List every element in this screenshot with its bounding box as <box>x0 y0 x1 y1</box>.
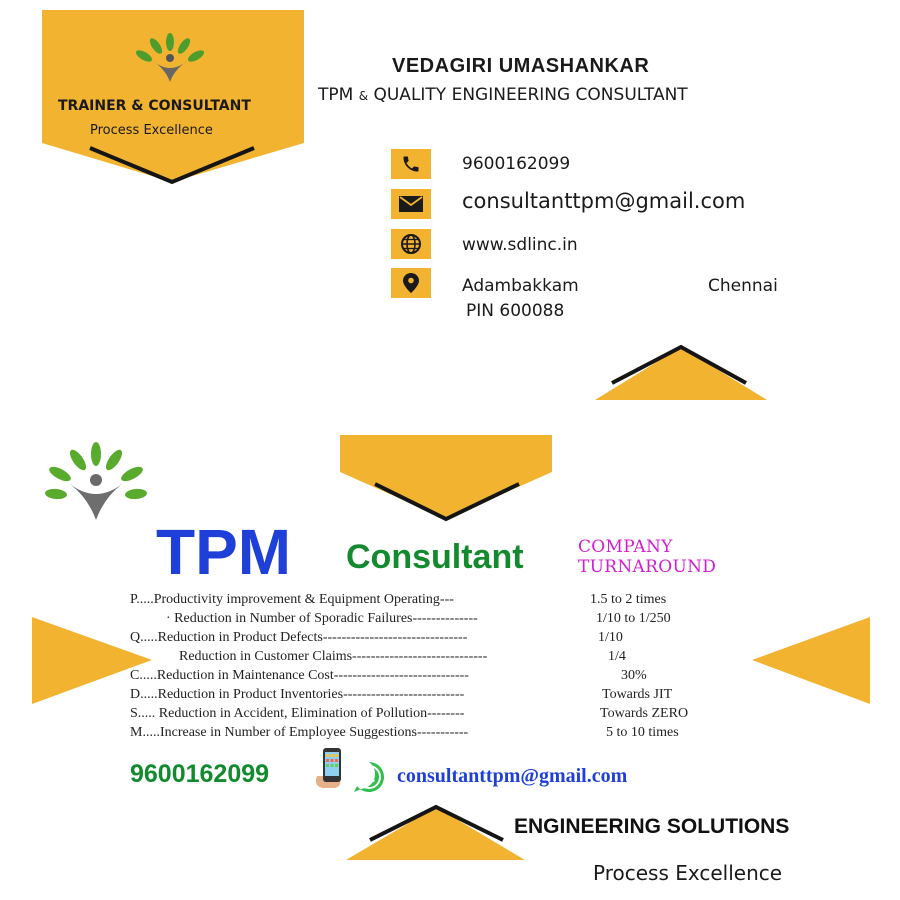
card-website[interactable]: www.sdlinc.in <box>462 235 578 255</box>
card-address-city: Chennai <box>708 276 778 296</box>
globe-icon <box>391 229 431 259</box>
benefit-value: 30% <box>621 668 647 683</box>
whatsapp-icon <box>352 760 386 794</box>
mobile-phone-icon <box>313 746 351 790</box>
benefit-value: 1.5 to 2 times <box>590 592 667 607</box>
tree-logo-icon <box>42 440 150 522</box>
benefit-value: 5 to 10 times <box>606 725 679 740</box>
benefit-value: Towards JIT <box>602 687 673 702</box>
phone-icon <box>391 149 431 179</box>
card-role <box>318 85 688 105</box>
benefit-value: 1/10 to 1/250 <box>596 611 671 626</box>
benefit-label: Reduction in Customer Claims----------------------------- <box>179 649 488 664</box>
flyer-tagline <box>578 537 716 577</box>
card-name: VEDAGIRI UMASHANKAR <box>392 55 650 77</box>
benefit-label: Q.....Reduction in Product Defects------------------------------- <box>130 630 468 645</box>
benefit-value: Towards ZERO <box>600 706 689 721</box>
benefit-label: C.....Reduction in Maintenance Cost----------------------------- <box>130 668 469 683</box>
badge-subtitle: Process Excellence <box>90 123 213 138</box>
benefit-label: S..... Reduction in Accident, Elimination of Pollution-------- <box>130 706 465 721</box>
tree-logo-icon <box>130 32 210 84</box>
card-address-pin: PIN 600088 <box>466 301 565 321</box>
flyer-email[interactable]: consultanttpm@gmail.com <box>397 765 628 787</box>
flyer-title-consultant: Consultant <box>346 538 524 576</box>
benefit-label: M.....Increase in Number of Employee Suggestions----------- <box>130 725 469 740</box>
role-ampersand: & <box>358 89 369 103</box>
location-pin-icon <box>391 268 431 298</box>
benefit-value: 1/4 <box>608 649 626 664</box>
mail-icon <box>391 189 431 219</box>
role-quality: QUALITY ENGINEERING CONSULTANT <box>373 85 688 105</box>
footer-title: ENGINEERING SOLUTIONS <box>514 815 790 838</box>
benefit-label: · Reduction in Number of Sporadic Failures-------------- <box>166 611 478 626</box>
card-address-area: Adambakkam <box>462 276 579 296</box>
role-tpm: TPM <box>318 85 354 105</box>
flyer-phone[interactable]: 9600162099 <box>130 760 270 788</box>
card-phone[interactable]: 9600162099 <box>462 154 571 174</box>
benefit-label: P.....Productivity improvement & Equipment Operating--- <box>130 592 454 607</box>
tagline-line-2: TURNAROUND <box>578 557 717 577</box>
tagline-line-1: COMPANY <box>578 537 673 557</box>
footer-subtitle: Process Excellence <box>593 861 783 885</box>
benefit-label: D.....Reduction in Product Inventories-------------------------- <box>130 687 465 702</box>
flyer-title-tpm: TPM <box>156 516 292 588</box>
badge-title: TRAINER & CONSULTANT <box>58 98 251 114</box>
benefit-value: 1/10 <box>598 630 623 645</box>
card-email[interactable]: consultanttpm@gmail.com <box>462 189 746 213</box>
